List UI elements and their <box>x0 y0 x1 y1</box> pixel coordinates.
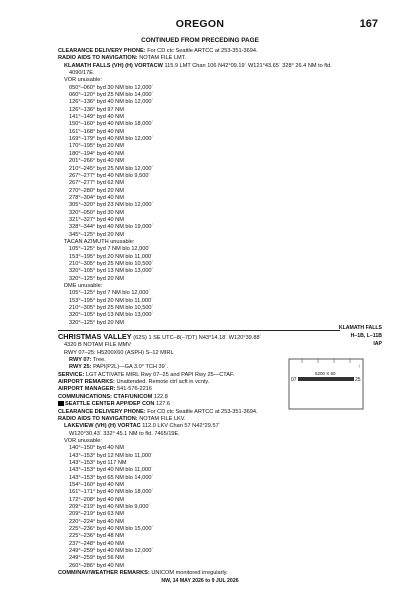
vor-restriction-item: 278°–304° byd 40 NM <box>69 194 124 201</box>
vor-restriction-item: 161°–168° byd 40 NM <box>69 128 124 135</box>
tacan-restriction-item: 320°–105° byd 13 NM blo 13,000´ <box>69 268 154 275</box>
vor-restriction-item: 220°–224° byd 40 NM <box>69 518 124 525</box>
page-number: 167 <box>359 18 378 30</box>
vor-restriction-item: 154°–160° byd 40 NM <box>69 481 124 488</box>
vor-restriction-item: 328°–344° byd 40 NM blo 19,000´ <box>69 224 154 231</box>
vortac-elev: 4090/17E. <box>69 70 95 77</box>
vor-restriction-item: 180°–194° byd 40 NM <box>69 150 124 157</box>
ctaf-icon <box>58 401 64 406</box>
vor-restriction-item: 345°–125° byd 20 NM <box>69 231 124 238</box>
vor-restriction-item: 267°–277° byd 40 NM blo 9,500´ <box>69 172 151 179</box>
rwy07-label: RWY 07: <box>69 357 92 364</box>
comm-nav-text: UNICOM monitored irregularly. <box>151 570 228 577</box>
vor-restriction-item: 060°–120° byd 25 NM blo 14,000´ <box>69 92 154 99</box>
tacan-unusable-list <box>58 246 340 283</box>
manager-label: AIRPORT MANAGER: <box>58 386 116 393</box>
vor-unusable-title-2: VOR unusable: <box>64 437 102 444</box>
runway-line: RWY 07–25: H5200X60 (ASPH) S–12 MIRL <box>64 349 174 356</box>
dme-restriction-item: 105°–125° byd 7 NM blo 12,000´ <box>69 290 151 297</box>
vor-restriction-item: 267°–277° byd 62 NM <box>69 180 124 187</box>
vor-unusable-title: VOR unusable: <box>64 77 102 84</box>
vortac-details: 115.9 LMT Chan 106 N42°09.19´ W121°43.65´ 328° 26.4 NM to fld. <box>164 62 332 69</box>
dme-restriction-item: 320°–125° byd 20 NM <box>69 319 124 326</box>
approach-text: 127.6 <box>155 401 170 408</box>
runway-shape <box>298 377 354 381</box>
vor-restriction-item: 172°–208° byd 40 NM <box>69 496 124 503</box>
clearance-text: For CD ctc Seattle ARTCC at 253-351-3694. <box>147 48 258 54</box>
vor-restriction-item: 150°–160° byd 40 NM blo 18,000´ <box>69 121 154 128</box>
vortac-label: KLAMATH FALLS (VH) (H) VORTACW <box>64 62 163 69</box>
clearance-label-2: CLEARANCE DELIVERY PHONE: <box>58 408 146 415</box>
directory-column <box>58 48 340 577</box>
dme-restriction-item: 210°–305° byd 25 NM blo 10,500´ <box>69 305 154 312</box>
runway-diagram-border <box>289 359 363 409</box>
vor-restriction-item: 321°–327° byd 40 NM <box>69 216 124 223</box>
tacan-restriction-item: 210°–305° byd 25 NM blo 10,500´ <box>69 260 154 267</box>
vor-restriction-item: 260°–286° byd 40 NM <box>69 562 124 569</box>
iap-label: IAP <box>373 341 382 347</box>
vortac-details-2: 112.0 LKV Chan 57 N42°29.57´ <box>142 423 221 430</box>
service-text: LGT ACTIVATE MIRL Rwy 07–25 and PAPI Rwy 25—CTAF. <box>85 371 235 378</box>
footer-effective-dates: NW, 14 MAY 2026 to 9 JUL 2026 <box>161 578 239 584</box>
vor-restriction-item: 143°–153° byd 117 NM <box>69 459 127 466</box>
airport-name: CHRISTMAS VALLEY <box>58 332 132 342</box>
radio-aids-label-2: RADIO AIDS TO NAVIGATION: <box>58 415 138 422</box>
vor-restriction-item: 225°–236° byd 40 NM blo 15,000´ <box>69 526 154 532</box>
vor-restriction-item: 305°–320° byd 23 NM blo 12,000´ <box>69 202 154 209</box>
rwy25-label: RWY 25: <box>69 364 92 371</box>
dme-restriction-item: 320°–105° byd 13 NM blo 13,000´ <box>69 312 154 319</box>
vor-restriction-item: 237°–248° byd 40 NM <box>69 540 124 547</box>
runway-diagram <box>288 358 364 410</box>
north-arrow-icon: ↑ <box>358 364 361 370</box>
vor-unusable-list-2 <box>58 445 340 570</box>
runway-diagram-tick-marks <box>302 359 350 363</box>
vor-restriction-item: 169°–179° byd 40 NM blo 12,000´ <box>69 136 154 143</box>
tacan-restriction-item: 153°–195° byd 20 NM blo 11,000´ <box>69 253 153 260</box>
charts-label: H–1B, L–11B <box>350 333 382 339</box>
airport-elev-line: 4320 B NOTAM FILE MMV <box>64 342 132 349</box>
vor-restriction-item: 161°–171° byd 40 NM blo 18,000´ <box>69 489 154 496</box>
vor-restriction-item: 209°–219° byd 40 NM blo 9,000´ <box>69 503 151 510</box>
vor-restriction-item: 170°–195° byd 20 NM <box>69 143 124 150</box>
vor-restriction-item: 201°–266° byd 40 NM <box>69 158 124 165</box>
dme-unusable-title: DME unusable: <box>64 283 103 289</box>
vor-restriction-item: 126°–136° byd 97 NM <box>69 106 124 113</box>
rwy-end-07: 07 <box>291 377 297 383</box>
rwy07-text: Tree. <box>92 357 106 364</box>
vor-restriction-item: 270°–280° byd 20 NM <box>69 187 124 194</box>
remarks-text: Unattended. Remote ctrl acft in vcnty. <box>116 379 210 386</box>
tacan-restriction-item: 320°–125° byd 20 NM <box>69 275 124 282</box>
vor-restriction-item: 143°–153° byd 12 NM blo 11,000´ <box>69 452 153 459</box>
vor-restriction-item: 320°–050° byd 30 NM <box>69 209 124 216</box>
vortac-label-2: LAKEVIEW (VH) (H) VORTAC <box>64 423 141 430</box>
radio-aids-text: NOTAM FILE LMT. <box>139 55 187 62</box>
tacan-unusable-title: TACAN AZIMUTH unusable: <box>64 238 135 245</box>
vor-restriction-item: 143°–153° byd 65 NM blo 14,000´ <box>69 474 154 481</box>
comm-nav-label: COMM/NAV/WEATHER REMARKS: <box>58 570 150 577</box>
vor-unusable-list <box>58 85 340 239</box>
entry-divider <box>58 330 340 331</box>
continued-banner: CONTINUED FROM PRECEDING PAGE <box>141 37 259 44</box>
state-title: OREGON <box>175 18 225 30</box>
vortac-details-2b: W120°30.43´ 332° 45.1 NM to fld. 7465/19E. <box>69 430 180 437</box>
remarks-label: AIRPORT REMARKS: <box>58 379 115 386</box>
runway-length-label: 5200 X 60 <box>315 371 336 376</box>
airport-header-details: (62S) 1 SE UTC–8(–7DT) N43°14.18´ W120°39.88´ <box>133 335 262 342</box>
vor-restriction-item: 143°–153° byd 40 NM blo 11,000´ <box>69 467 153 474</box>
service-label: SERVICE: <box>58 371 85 378</box>
vor-restriction-item: 225°–236° byd 48 NM <box>69 533 124 540</box>
dme-unusable-list <box>58 290 340 327</box>
approach-label: SEATTLE CENTER APP/DEP CON <box>65 401 155 408</box>
vor-restriction-item: 249°–259° byd 40 NM blo 12,000´ <box>69 548 154 555</box>
comm-text: 122.8 <box>153 393 168 400</box>
clearance-text-2: For CD ctc Seattle ARTCC at 253-351-3694. <box>147 408 258 415</box>
vor-restriction-item: 050°–060° byd 30 NM blo 12,000´ <box>69 84 154 91</box>
rwy-end-25: 25 <box>355 377 361 383</box>
rwy25-text: PAPI(P2L)—GA 3.0° TCH 39´. <box>93 364 169 371</box>
vor-restriction-item: 126°–136° byd 40 NM blo 12,000´ <box>69 99 154 106</box>
radio-aids-label: RADIO AIDS TO NAVIGATION: <box>58 55 138 62</box>
vor-restriction-item: 140°–150° byd 40 NM <box>69 445 124 452</box>
region-label: KLAMATH FALLS <box>338 325 382 331</box>
vor-restriction-item: 141°–149° byd 40 NM <box>69 114 124 121</box>
vor-restriction-item: 209°–219° byd 63 NM <box>69 511 124 518</box>
clearance-label: CLEARANCE DELIVERY PHONE: <box>58 48 146 54</box>
comm-label: COMMUNICATIONS: CTAF/UNICOM <box>58 393 153 400</box>
radio-aids-text-2: NOTAM FILE LKV. <box>139 415 186 422</box>
vor-restriction-item: 210°–245° byd 25 NM blo 12,000´ <box>69 165 154 172</box>
vor-restriction-item: 249°–259° byd 56 NM <box>69 555 124 562</box>
dme-restriction-item: 153°–195° byd 20 NM blo 11,000´ <box>69 297 153 304</box>
tacan-restriction-item: 105°–125° byd 7 NM blo 12,000´ <box>69 246 151 253</box>
manager-text: 541-576-2216 <box>117 386 152 393</box>
